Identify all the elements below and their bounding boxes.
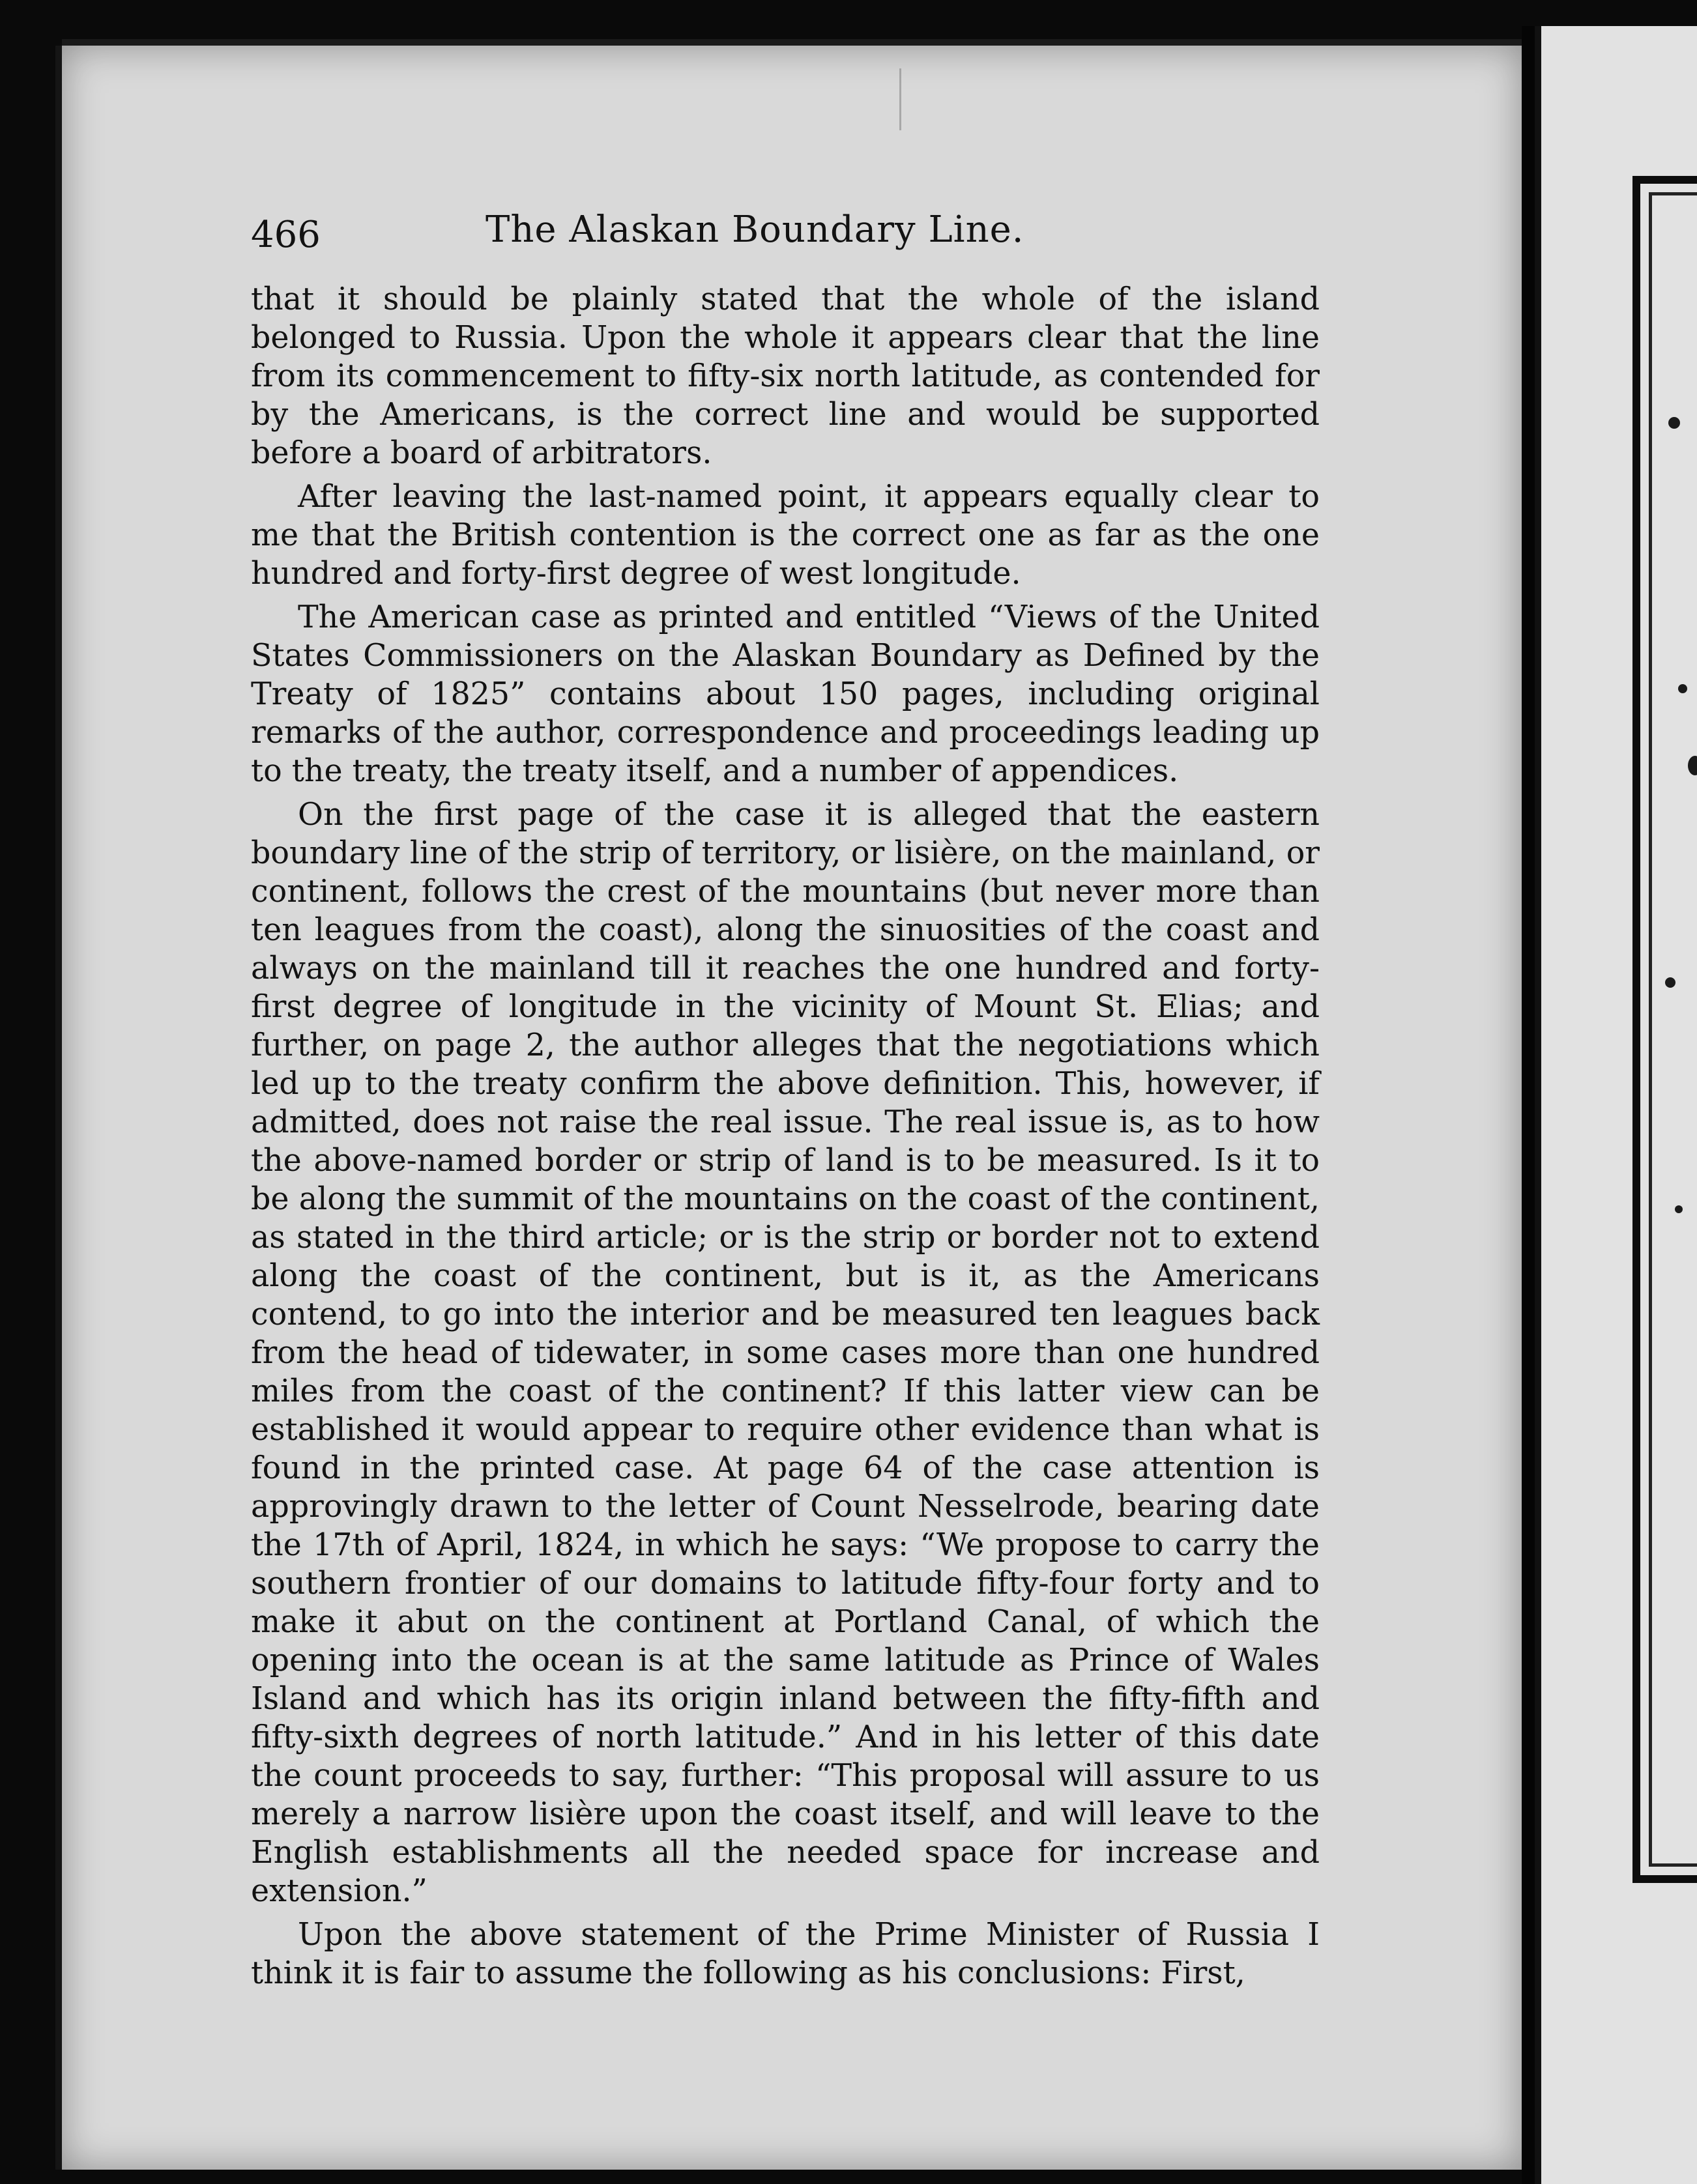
facing-map-inner-border (1649, 192, 1697, 1867)
spine-line (1535, 26, 1541, 2184)
paragraph: After leaving the last-named point, it appears equally clear to me that the British contention is the correct one as far as the one hundred and forty-first degree of west longitude. (251, 479, 1320, 592)
running-head (251, 208, 1320, 274)
map-mark (1665, 977, 1675, 988)
gutter-shadow (1522, 26, 1535, 2184)
map-mark (1675, 1205, 1683, 1213)
map-mark (1668, 417, 1680, 429)
paragraph: that it should be plainly stated that the whole of the island belonged to Russia. Upon the whole it appears clear that the line from its commencement to fifty-six north latitude, as contended for by the Americans, is the correct line and would be supported before a board of arbitrators. (251, 281, 1320, 471)
paragraph: On the first page of the case it is alleged that the eastern boundary line of the strip of territory, or lisière, on the mainland, or continent, follows the crest of the mountains (but never more than ten leagues from the coast), along the sinuosities of the coast and always on the mainland till it reaches the one hundred and forty-first degree of longitude in the vicinity of Mount St. Elias; and further, on page 2, the author alleges that the negotiations which led up to the treaty confirm the above definition. This, however, if admitted, does not raise the real issue. The real issue is, as to how the above-named border or strip of land is to be measured. Is it to be along the summit of the mountains on the coast of the continent, as stated in the third article; or is the strip or border not to extend along the coast of the continent, but is it, as the Americans contend, to go into the interior and be measured ten leagues back from the head of tidewater, in some cases more than one hundred miles from the coast of the continent? If this latter view can be established it would appear to require other evidence than what is found in the printed case. At page 64 of the case attention is approvingly drawn to the letter of Count Nesselrode, bearing date the 17th of April, 1824, in which he says: “We propose to carry the southern frontier of our domains to latitude fifty-four forty and to make it abut on the continent at Portland Canal, of which the opening into the ocean is at the same latitude as Prince of Wales Island and which has its origin inland between the fifty-fifth and fifty-sixth degrees of north latitude.” And in his letter of this date the count proceeds to say, further: “This proposal will assure to us merely a narrow lisière upon the coast itself, and will leave to the English establishments all the needed space for increase and extension.” (251, 797, 1320, 1909)
paragraph: Upon the above statement of the Prime Minister of Russia I think it is fair to assume the following as his conclusions: First, (251, 1917, 1320, 1991)
paragraph: The American case as printed and entitled “Views of the United States Commissioners on the Alaskan Boundary as Defined by the Treaty of 1825” contains about 150 pages, including original remarks of the author, correspondence and proceedings leading up to the treaty, the treaty itself, and a number of appendices. (251, 599, 1320, 789)
page-text (251, 208, 1320, 1992)
map-mark (1678, 684, 1687, 693)
page-number: 466 (251, 214, 321, 256)
running-title: The Alaskan Boundary Line. (486, 208, 1024, 251)
margin-pencil-mark (899, 68, 940, 130)
